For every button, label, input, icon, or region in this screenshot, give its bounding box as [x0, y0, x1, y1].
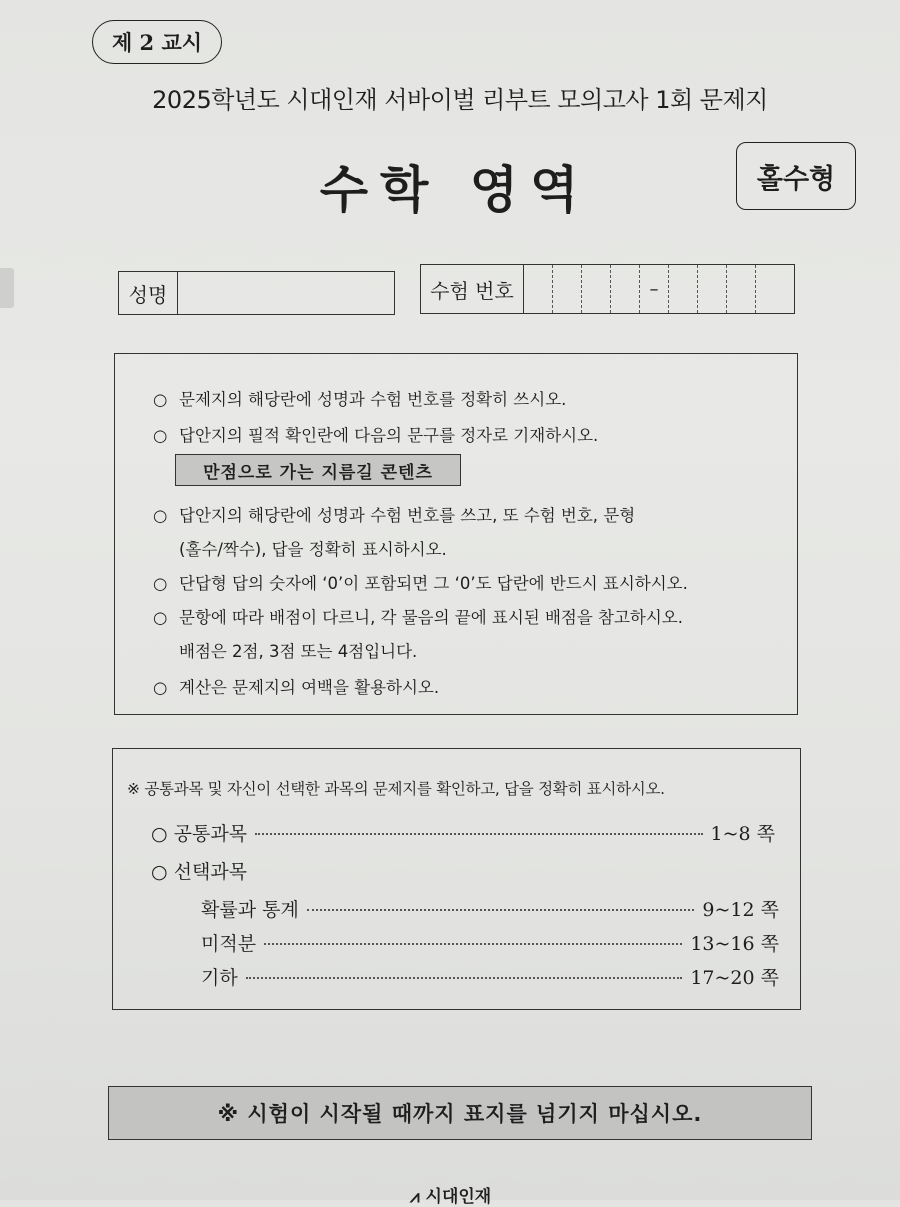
type-label: 홀수형 [756, 163, 836, 195]
do-not-turn-warning: ※ 시험이 시작될 때까지 표지를 넘기지 마십시오. [108, 1086, 812, 1140]
logo-text: 시대인재 [425, 1187, 492, 1207]
elective-pages: 13~16 쪽 [690, 933, 779, 955]
exam-number-field[interactable] [420, 264, 795, 314]
logo-mark-icon: ⩘ [410, 1187, 420, 1207]
instruction-item: ○ 답안지의 필적 확인란에 다음의 문구를 정자로 기재하시오. [153, 426, 599, 445]
exam-number-label: 수험 번호 [421, 265, 524, 313]
leader-dots [264, 943, 682, 945]
leader-dots [255, 833, 702, 835]
exam-number-cell[interactable] [756, 265, 784, 313]
name-input-area[interactable] [178, 272, 394, 314]
elective-pages: 9~12 쪽 [702, 899, 779, 921]
instruction-item: ○ 문제지의 해당란에 성명과 수험 번호를 정확히 쓰시오. [153, 390, 567, 409]
name-label: 성명 [119, 272, 178, 314]
instructions-box [114, 353, 798, 715]
bullet-icon: ○ [153, 678, 168, 697]
exam-title: 2025학년도 시대인재 서바이벌 리부트 모의고사 1회 문제지 [152, 86, 768, 114]
subject-title: 수학 영역 [319, 160, 591, 219]
name-field[interactable] [118, 271, 395, 315]
exam-number-cell[interactable] [727, 265, 756, 313]
exam-number-cell[interactable] [698, 265, 727, 313]
exam-number-cell[interactable] [524, 265, 553, 313]
bullet-icon: ○ [153, 506, 168, 525]
elective-name: 기하 [201, 967, 238, 989]
publisher-logo [410, 1182, 491, 1207]
subjects-box [112, 748, 801, 1010]
leader-dots [307, 909, 695, 911]
common-subject-pages: 1~8 쪽 [710, 823, 775, 845]
exam-number-cell[interactable] [582, 265, 611, 313]
handwriting-phrase-box: 만점으로 가는 지름길 콘텐츠 [175, 454, 461, 486]
bullet-icon: ○ [153, 574, 168, 593]
instruction-continuation: (홀수/짝수), 답을 정확히 표시하시오. [179, 540, 447, 559]
elective-pages: 17~20 쪽 [690, 967, 779, 989]
exam-number-separator: – [640, 265, 669, 313]
bullet-icon: ○ [153, 426, 168, 445]
leader-dots [246, 977, 683, 979]
elective-name: 미적분 [201, 933, 257, 955]
instruction-continuation: 배점은 2점, 3점 또는 4점입니다. [179, 642, 418, 661]
type-badge [736, 142, 856, 210]
elective-name: 확률과 통계 [201, 899, 299, 921]
bullet-icon: ○ [153, 608, 168, 627]
common-subject-row [151, 819, 775, 846]
elective-subject-label: ○ 선택과목 [151, 861, 248, 883]
page-edge-tab [0, 268, 14, 308]
exam-number-cell[interactable] [611, 265, 640, 313]
elective-row [201, 895, 779, 922]
bullet-icon: ○ [153, 390, 168, 409]
common-subject-label: ○ 공통과목 [151, 823, 248, 845]
instruction-item: ○ 단답형 답의 숫자에 ‘0’이 포함되면 그 ‘0’도 답란에 반드시 표시하시오. [153, 574, 688, 593]
session-label: 제 2 교시 [111, 30, 203, 55]
elective-row [201, 929, 779, 956]
instruction-item: ○ 답안지의 해당란에 성명과 수험 번호를 쓰고, 또 수험 번호, 문형 [153, 506, 636, 525]
exam-number-cell[interactable] [553, 265, 582, 313]
instruction-item: ○ 계산은 문제지의 여백을 활용하시오. [153, 678, 440, 697]
elective-row [201, 963, 779, 990]
session-badge [92, 20, 222, 64]
exam-number-cell[interactable] [669, 265, 698, 313]
instruction-item: ○ 문항에 따라 배점이 다르니, 각 물음의 끝에 표시된 배점을 참고하시오. [153, 608, 683, 627]
subjects-note: ※ 공통과목 및 자신이 선택한 과목의 문제지를 확인하고, 답을 정확히 표시하시오. [127, 780, 665, 798]
